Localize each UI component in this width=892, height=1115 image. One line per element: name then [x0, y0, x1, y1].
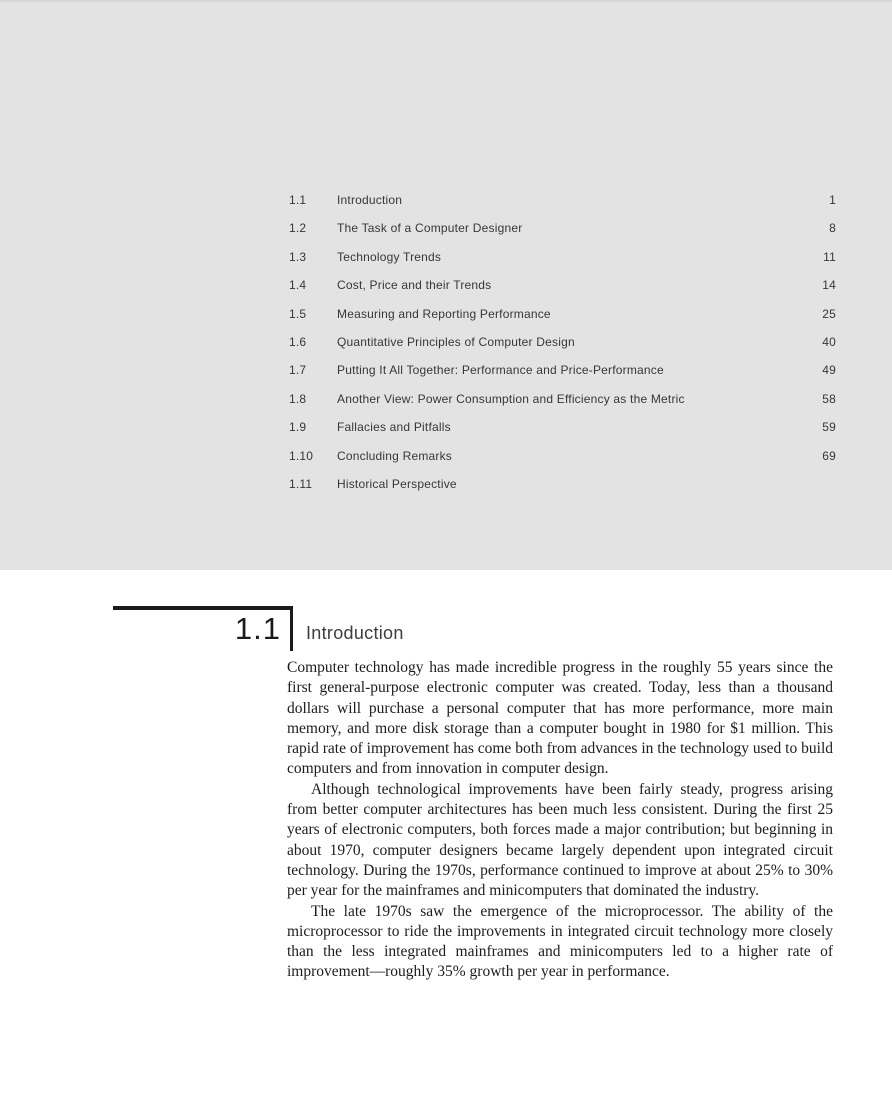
body-paragraph: The late 1970s saw the emergence of the microprocessor. The ability of the microprocessor to ride the improvements in integrated circuit technology more closely than the less integrated mainframes and minicomputers led to a higher rate of improvement—roughly 35% growth per year in performance.: [287, 902, 833, 981]
toc-entry-page: 14: [822, 278, 836, 293]
toc-entry-number: 1.10: [289, 448, 314, 463]
toc-entry: [289, 420, 836, 448]
toc-entry-title: Putting It All Together: Performance and Price-Performance: [337, 363, 664, 378]
toc-entry: [289, 250, 836, 278]
toc-entry-page: 49: [822, 363, 836, 378]
toc-entry-title: The Task of a Computer Designer: [337, 221, 523, 236]
section-body: [287, 658, 833, 983]
toc-entry-title: Historical Perspective: [337, 476, 457, 491]
toc-entry-number: 1.6: [289, 334, 307, 349]
toc-entry-number: 1.9: [289, 420, 307, 435]
toc-entry-title: Measuring and Reporting Performance: [337, 306, 551, 321]
toc-entry-page: 58: [822, 391, 836, 406]
toc-entry-title: Cost, Price and their Trends: [337, 278, 492, 293]
toc-entry-title: Introduction: [337, 193, 403, 207]
toc-entry-title: Concluding Remarks: [337, 448, 452, 463]
toc-entry-page: 8: [829, 221, 836, 236]
section-title: Introduction: [306, 623, 404, 643]
toc-entry-number: 1.4: [289, 278, 307, 293]
toc-entry-page: 40: [822, 334, 836, 349]
toc-entry-number: 1.5: [289, 306, 307, 321]
toc-entry-title: Another View: Power Consumption and Efficiency as the Metric: [337, 391, 685, 406]
toc-entry: [289, 193, 836, 221]
toc-entry-title: Quantitative Principles of Computer Design: [337, 334, 575, 349]
body-paragraph: Computer technology has made incredible progress in the roughly 55 years since the first general-purpose electronic computer was created. Today, less than a thousand dollars will purchase a personal computer that has more performance, more main memory, and more disk storage than a computer bought in 1980 for $1 million. This rapid rate of improvement has come both from advances in the technology used to build computers and from innovation in computer design.: [287, 659, 833, 778]
toc-entry: [289, 335, 836, 363]
toc-entry: [289, 449, 836, 477]
toc-entry: [289, 477, 836, 505]
toc-entry: [289, 307, 836, 335]
toc-entry-number: 1.11: [289, 476, 313, 491]
toc-entry: [289, 221, 836, 249]
toc-entry-number: 1.1: [289, 193, 307, 207]
section-number: 1.1: [113, 606, 293, 651]
toc-entry-number: 1.7: [289, 363, 307, 378]
toc-entry-page: 1: [829, 193, 836, 207]
toc-entry-title: Technology Trends: [337, 249, 442, 264]
toc-entry: [289, 278, 836, 306]
toc-entry-page: 69: [822, 448, 836, 463]
toc-entry-title: Fallacies and Pitfalls: [337, 420, 451, 435]
toc-entry-number: 1.2: [289, 221, 307, 236]
section-header: [113, 606, 404, 651]
toc-entry-page: 11: [823, 249, 836, 264]
toc-entry-page: 25: [822, 306, 836, 321]
toc-entry: [289, 363, 836, 391]
toc-entry: [289, 392, 836, 420]
toc-entry-page: 59: [822, 420, 836, 435]
toc-entry-number: 1.8: [289, 391, 307, 406]
toc-entry-number: 1.3: [289, 249, 307, 264]
body-paragraph: Although technological improvements have been fairly steady, progress arising from better computer architectures has been much less consistent. During the first 25 years of electronic computers, both forces made a major contribution; but beginning in about 1970, computer designers became largely dependent upon integrated circuit technology. During the 1970s, performance continued to improve at about 25% to 30% per year for the mainframes and minicomputers that dominated the industry.: [287, 780, 833, 900]
chapter-toc: [289, 193, 836, 505]
